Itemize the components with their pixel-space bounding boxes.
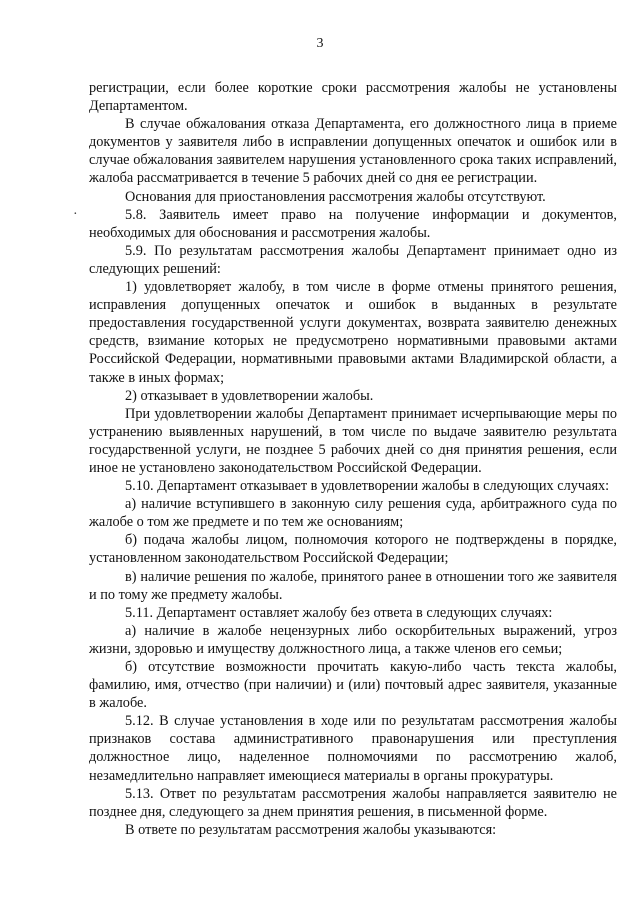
scan-artifact-dot: · (73, 207, 78, 222)
paragraph: 1) удовлетворяет жалобу, в том числе в форме отмены принятого решения, исправления допущенных опечаток и ошибок в выданных в результате предоставления государственной услуги документах, возврата заявителю денежных средств, взимание которых не предусмотрено нормативными правовыми актами Российской Федерации, нормативными правовыми актами Владимирской области, а также в иных формах; (89, 279, 617, 386)
paragraph: б) отсутствие возможности прочитать какую-либо часть текста жалобы, фамилию, имя, отчество (при наличии) и (или) почтовый адрес заявителя, указанные в жалобе. (89, 659, 617, 712)
paragraph: Основания для приостановления рассмотрения жалобы отсутствуют. (125, 188, 546, 205)
paragraph: 5.10. Департамент отказывает в удовлетворении жалобы в следующих случаях: (125, 478, 610, 495)
paragraph: 5.13. Ответ по результатам рассмотрения жалобы направляется заявителю не позднее дня, следующего за днем принятия решения, в письменной форме. (89, 785, 617, 820)
paragraph: В ответе по результатам рассмотрения жалобы указываются: (125, 821, 497, 838)
paragraph: в) наличие решения по жалобе, принятого ранее в отношении того же заявителя и по тому же предмету жалобы. (89, 568, 617, 603)
paragraph: При удовлетворении жалобы Департамент принимает исчерпывающие меры по устранению выявленных нарушений, в том числе по выдаче заявителю результата государственной услуги, не позднее 5 рабочих дней со дня принятия решения, если иное не установлено законодательством Российской Федерации. (89, 405, 617, 476)
paragraph: б) подача жалобы лицом, полномочия которого не подтверждены в порядке, установленном законодательством Российской Федерации; (89, 532, 617, 567)
paragraph: а) наличие вступившего в законную силу решения суда, арбитражного суда по жалобе о том же предмете и по тем же основаниям; (89, 496, 617, 531)
paragraph: 5.12. В случае установления в ходе или по результатам рассмотрения жалобы признаков состава административного правонарушения или преступления должностное лицо, наделенное полномочиями по рассмотрению жалоб, незамедлительно направляет имеющиеся материалы в органы прокуратуры. (89, 713, 617, 784)
paragraph: 2) отказывает в удовлетворении жалобы. (125, 387, 374, 404)
paragraph: 5.9. По результатам рассмотрения жалобы Департамент принимает одно из следующих решений: (89, 242, 617, 277)
paragraph: регистрации, если более короткие сроки рассмотрения жалобы не установлены Департаментом. (89, 80, 617, 115)
paragraph: 5.11. Департамент оставляет жалобу без ответа в следующих случаях: (125, 604, 553, 621)
paragraph: В случае обжалования отказа Департамента, его должностного лица в приеме документов у заявителя либо в исправлении допущенных опечаток и ошибок или в случае обжалования заявителем нарушения установленного срока таких исправлений, жалоба рассматривается в течение 5 рабочих дней со дня ее регистрации. (89, 116, 617, 187)
page-number: 3 (316, 36, 324, 51)
paragraph: 5.8. Заявитель имеет право на получение информации и документов, необходимых для обоснования и рассмотрения жалобы. (89, 206, 617, 241)
document-body (89, 79, 617, 839)
paragraph: а) наличие в жалобе нецензурных либо оскорбительных выражений, угроз жизни, здоровью и имуществу должностного лица, а также членов его семьи; (89, 622, 617, 657)
